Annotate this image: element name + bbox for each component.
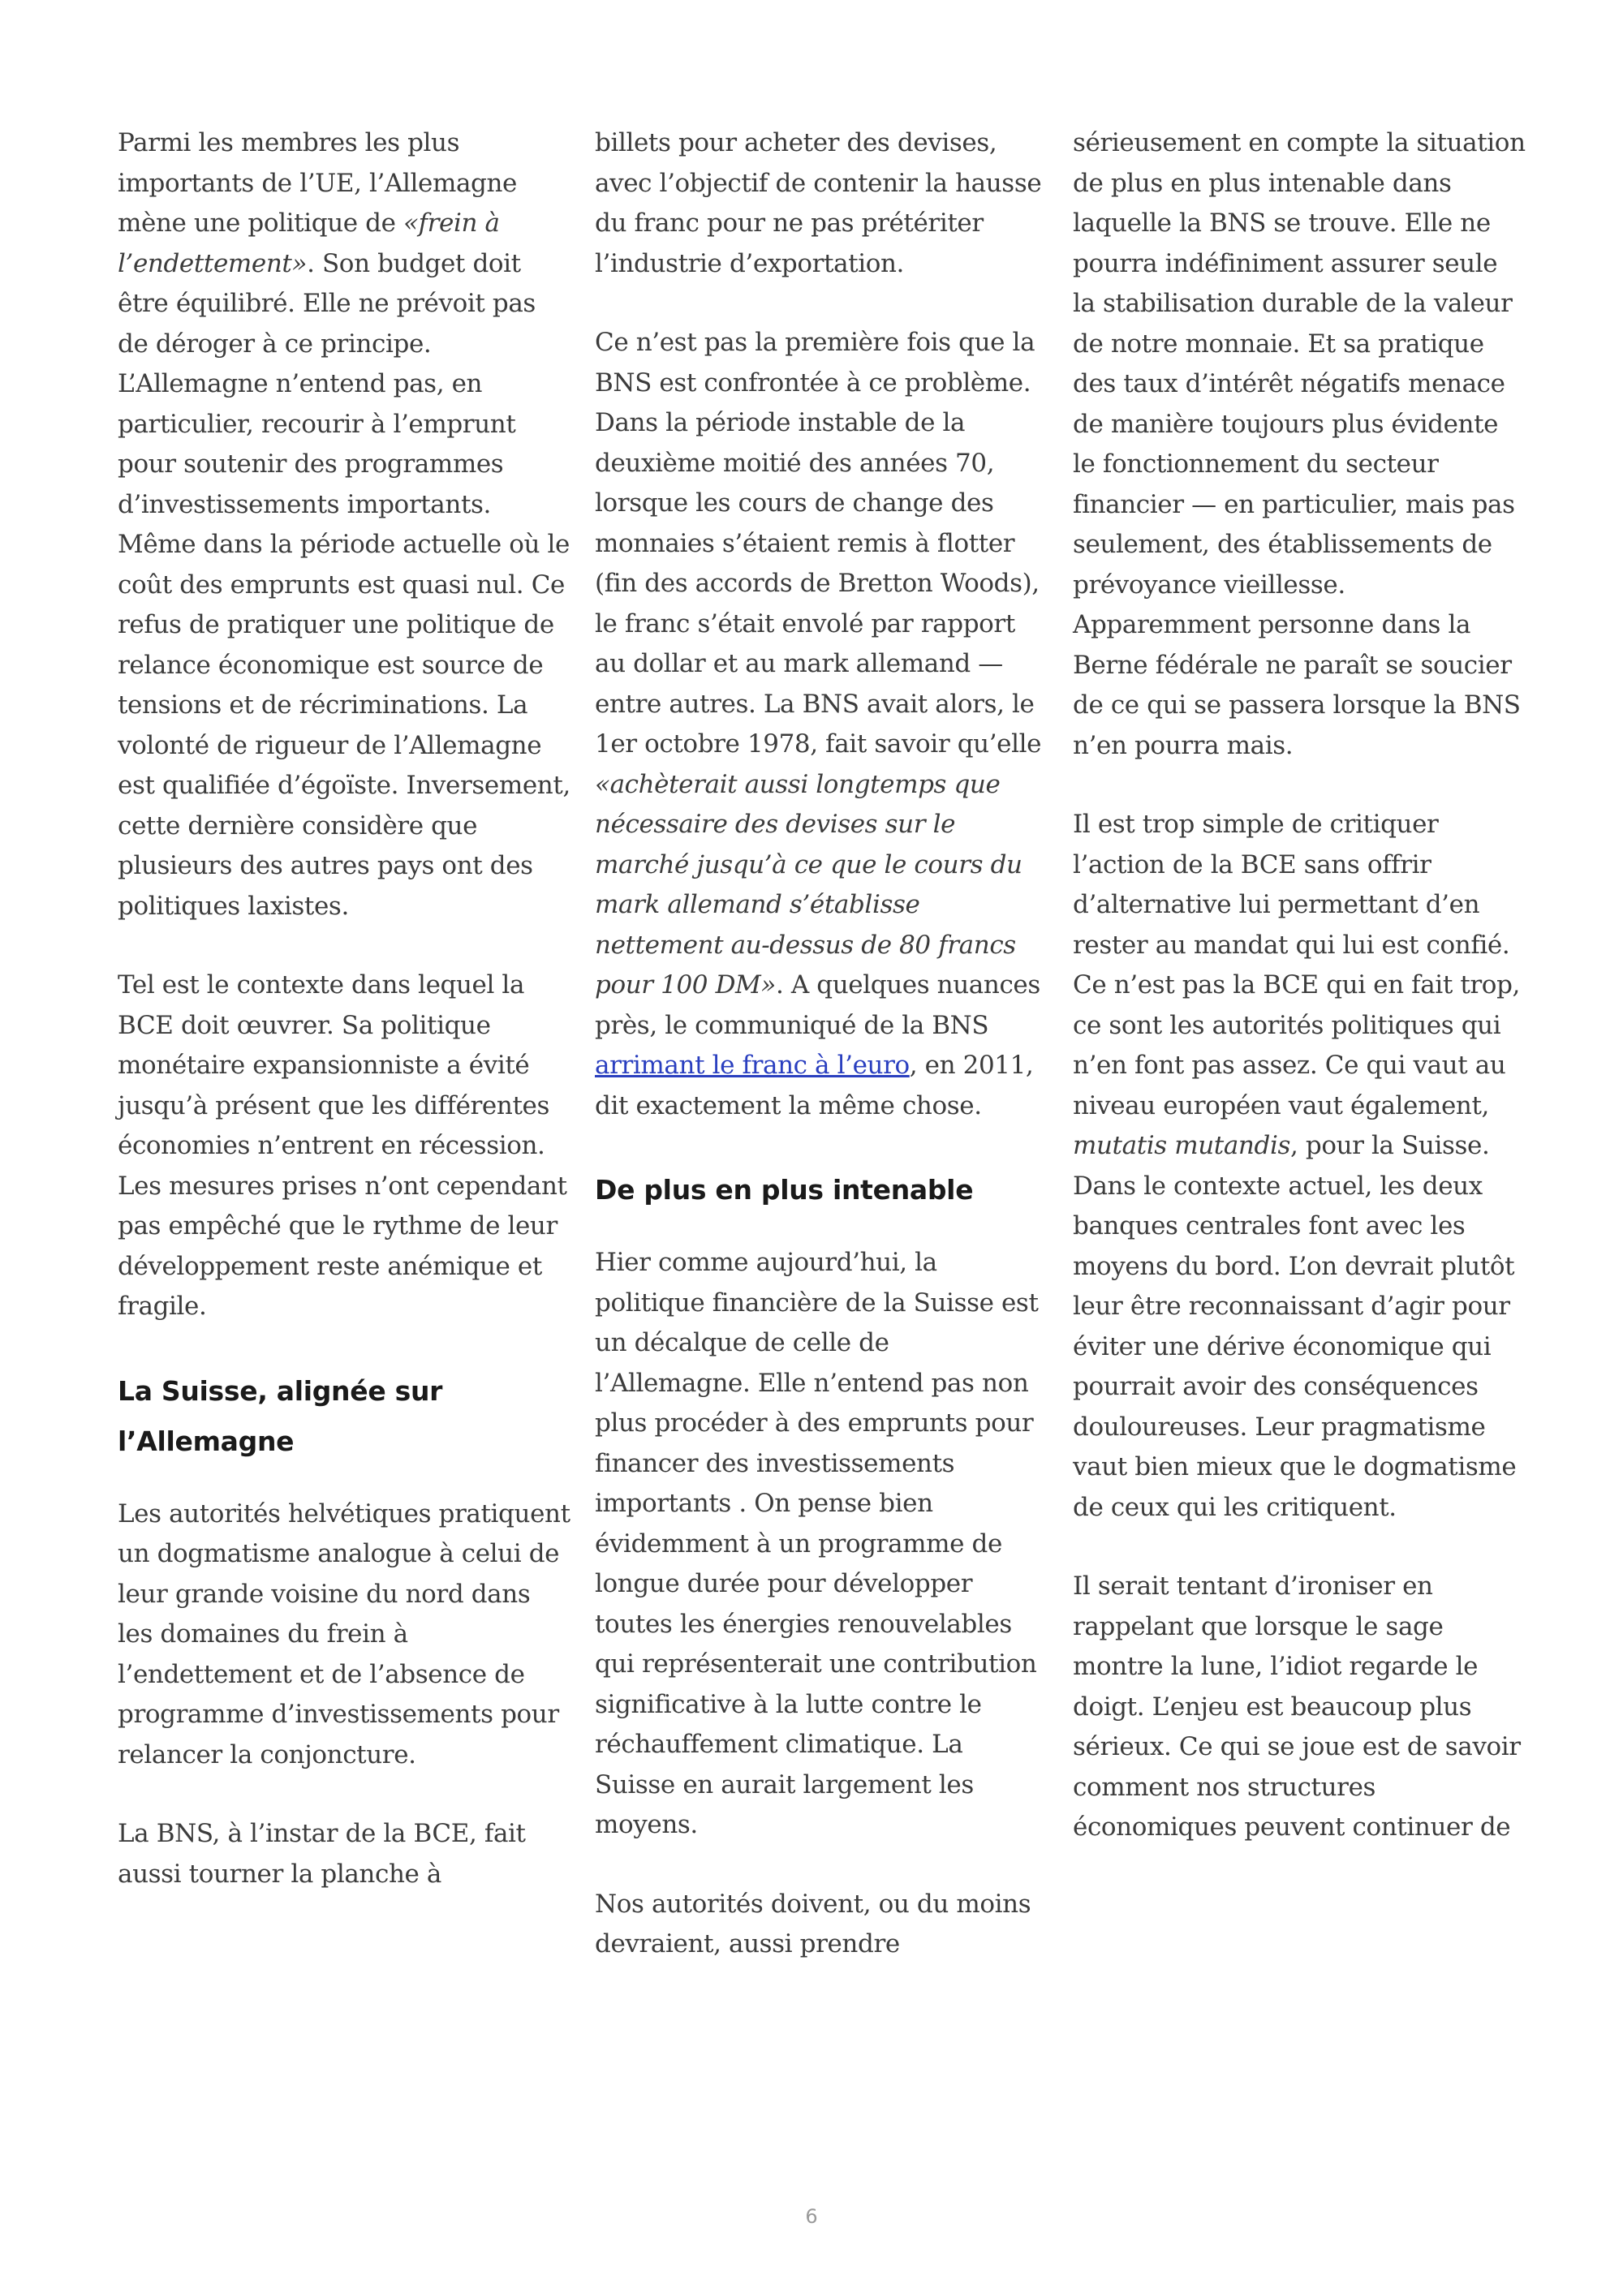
paragraph	[1073, 123, 1527, 766]
section-heading	[595, 1165, 1049, 1215]
text-run: Il serait tentant d’ironiser en rappelant que lorsque le sage montre la lune, l’idiot regarde le doigt. L’enjeu est beaucoup plus sérieux. Ce qui se joue est de savoir comment nos structures économiques peuvent continuer de	[1073, 1572, 1521, 1842]
text-run: , en 2011, dit exactement la même chose.	[595, 1051, 1034, 1120]
text-run: Parmi les membres les plus importants de l’UE, l’Allemagne mène une politique de	[118, 128, 518, 238]
paragraph	[595, 323, 1049, 1126]
emphasized-text: «frein à l’endettement»	[118, 209, 500, 278]
text-run: Les autorités helvétiques pratiquent un dogmatisme analogue à celui de leur grande voisine du nord dans les domaines du frein à l’endettement et de l’absence de programme d’investissements pour relancer la conjoncture.	[118, 1498, 570, 1769]
text-run: Tel est le contexte dans lequel la BCE doit œuvrer. Sa politique monétaire expansionniste a évité jusqu’à présent que les différentes économies n’entrent en récession. Les mesures prises n’ont cependant pas empêché que le rythme de leur développement reste anémique et fragile.	[118, 970, 567, 1321]
emphasized-text: mutatis mutandis	[1073, 1131, 1290, 1160]
paragraph	[595, 123, 1049, 284]
text-run: Ce n’est pas la première fois que la BNS est confrontée à ce problème. Dans la période instable de la deuxième moitié des années 70, lorsque les cours de change des monnaies s’étaient remis à flotter (fin des accords de Bretton Woods), le franc s’était envolé par rapport au dollar et au mark allemand — entre autres. La BNS avait alors, le 1er octobre 1978, fait savoir qu’elle	[595, 328, 1042, 759]
paragraph	[1073, 805, 1527, 1528]
text-column-1	[118, 123, 572, 1933]
inline-link[interactable]: arrimant le franc à l’euro	[595, 1051, 910, 1080]
text-column-2	[595, 123, 1049, 2004]
page-number: 6	[805, 2205, 818, 2228]
text-run: , pour la Suisse. Dans le contexte actuel, les deux banques centrales font avec les moyens du bord. L’on devrait plutôt leur être reconnaissant d’agir pour éviter une dérive économique qui pourrait avoir des conséquences douloureuses. Leur pragmatisme vaut bien mieux que le dogmatisme de ceux qui les critiquent.	[1073, 1131, 1517, 1522]
section-heading	[118, 1366, 572, 1467]
paragraph	[1073, 1567, 1527, 1848]
paragraph	[118, 965, 572, 1327]
text-run: Nos autorités doivent, ou du moins devraient, aussi prendre	[595, 1889, 1031, 1958]
paragraph	[118, 123, 572, 927]
paragraph	[595, 1243, 1049, 1846]
text-run: De plus en plus intenable	[595, 1174, 974, 1206]
paragraph	[118, 1814, 572, 1894]
text-run: La BNS, à l’instar de la BCE, fait aussi tourner la planche à	[118, 1819, 526, 1889]
text-run: . A quelques nuances près, le communiqué de la BNS	[595, 970, 1040, 1040]
paragraph	[118, 1494, 572, 1776]
text-run: billets pour acheter des devises, avec l’objectif de contenir la hausse du franc pour ne pas prétériter l’industrie d’exportation.	[595, 128, 1042, 278]
text-run: sérieusement en compte la situation de plus en plus intenable dans laquelle la BNS se trouve. Elle ne pourra indéfiniment assurer seule la stabilisation durable de la valeur de notre monnaie. Et sa pratique des taux d’intérêt négatifs menace de manière toujours plus évidente le fonctionnement du secteur financier — en particulier, mais pas seulement, des établissements de prévoyance vieillesse. Apparemment personne dans la Berne fédérale ne paraît se soucier de ce qui se passera lorsque la BNS n’en pourra mais.	[1073, 128, 1526, 760]
text-column-3	[1073, 123, 1527, 1887]
text-run: . Son budget doit être équilibré. Elle ne prévoit pas de déroger à ce principe. L’Allemagne n’entend pas, en particulier, recourir à l’emprunt pour soutenir des programmes d’investissements importants. Même dans la période actuelle où le coût des emprunts est quasi nul. Ce refus de pratiquer une politique de relance économique est source de tensions et de récriminations. La volonté de rigueur de l’Allemagne est qualifiée d’égoïste. Inversement, cette dernière considère que plusieurs des autres pays ont des politiques laxistes.	[118, 248, 570, 921]
text-run: Hier comme aujourd’hui, la politique financière de la Suisse est un décalque de celle de l’Allemagne. Elle n’entend pas non plus procéder à des emprunts pour financer des investissements importants . On pense bien évidemment à un programme de longue durée pour développer toutes les énergies renouvelables qui représenterait une contribution significative à la lutte contre le réchauffement climatique. La Suisse en aurait largement les moyens.	[595, 1248, 1039, 1839]
text-run: Il est trop simple de critiquer l’action de la BCE sans offrir d’alternative lui permettant d’en rester au mandat qui lui est confié. Ce n’est pas la BCE qui en fait trop, ce sont les autorités politiques qui n’en font pas assez. Ce qui vaut au niveau européen vaut également,	[1073, 810, 1520, 1120]
emphasized-text: «achèterait aussi longtemps que nécessaire des devises sur le marché jusqu’à ce que le cours du mark allemand s’établisse nettement au-dessus de 80 francs pour 100 DM»	[595, 769, 1022, 1000]
text-run: La Suisse, alignée sur l’Allemagne	[118, 1374, 443, 1457]
paragraph	[595, 1885, 1049, 1965]
